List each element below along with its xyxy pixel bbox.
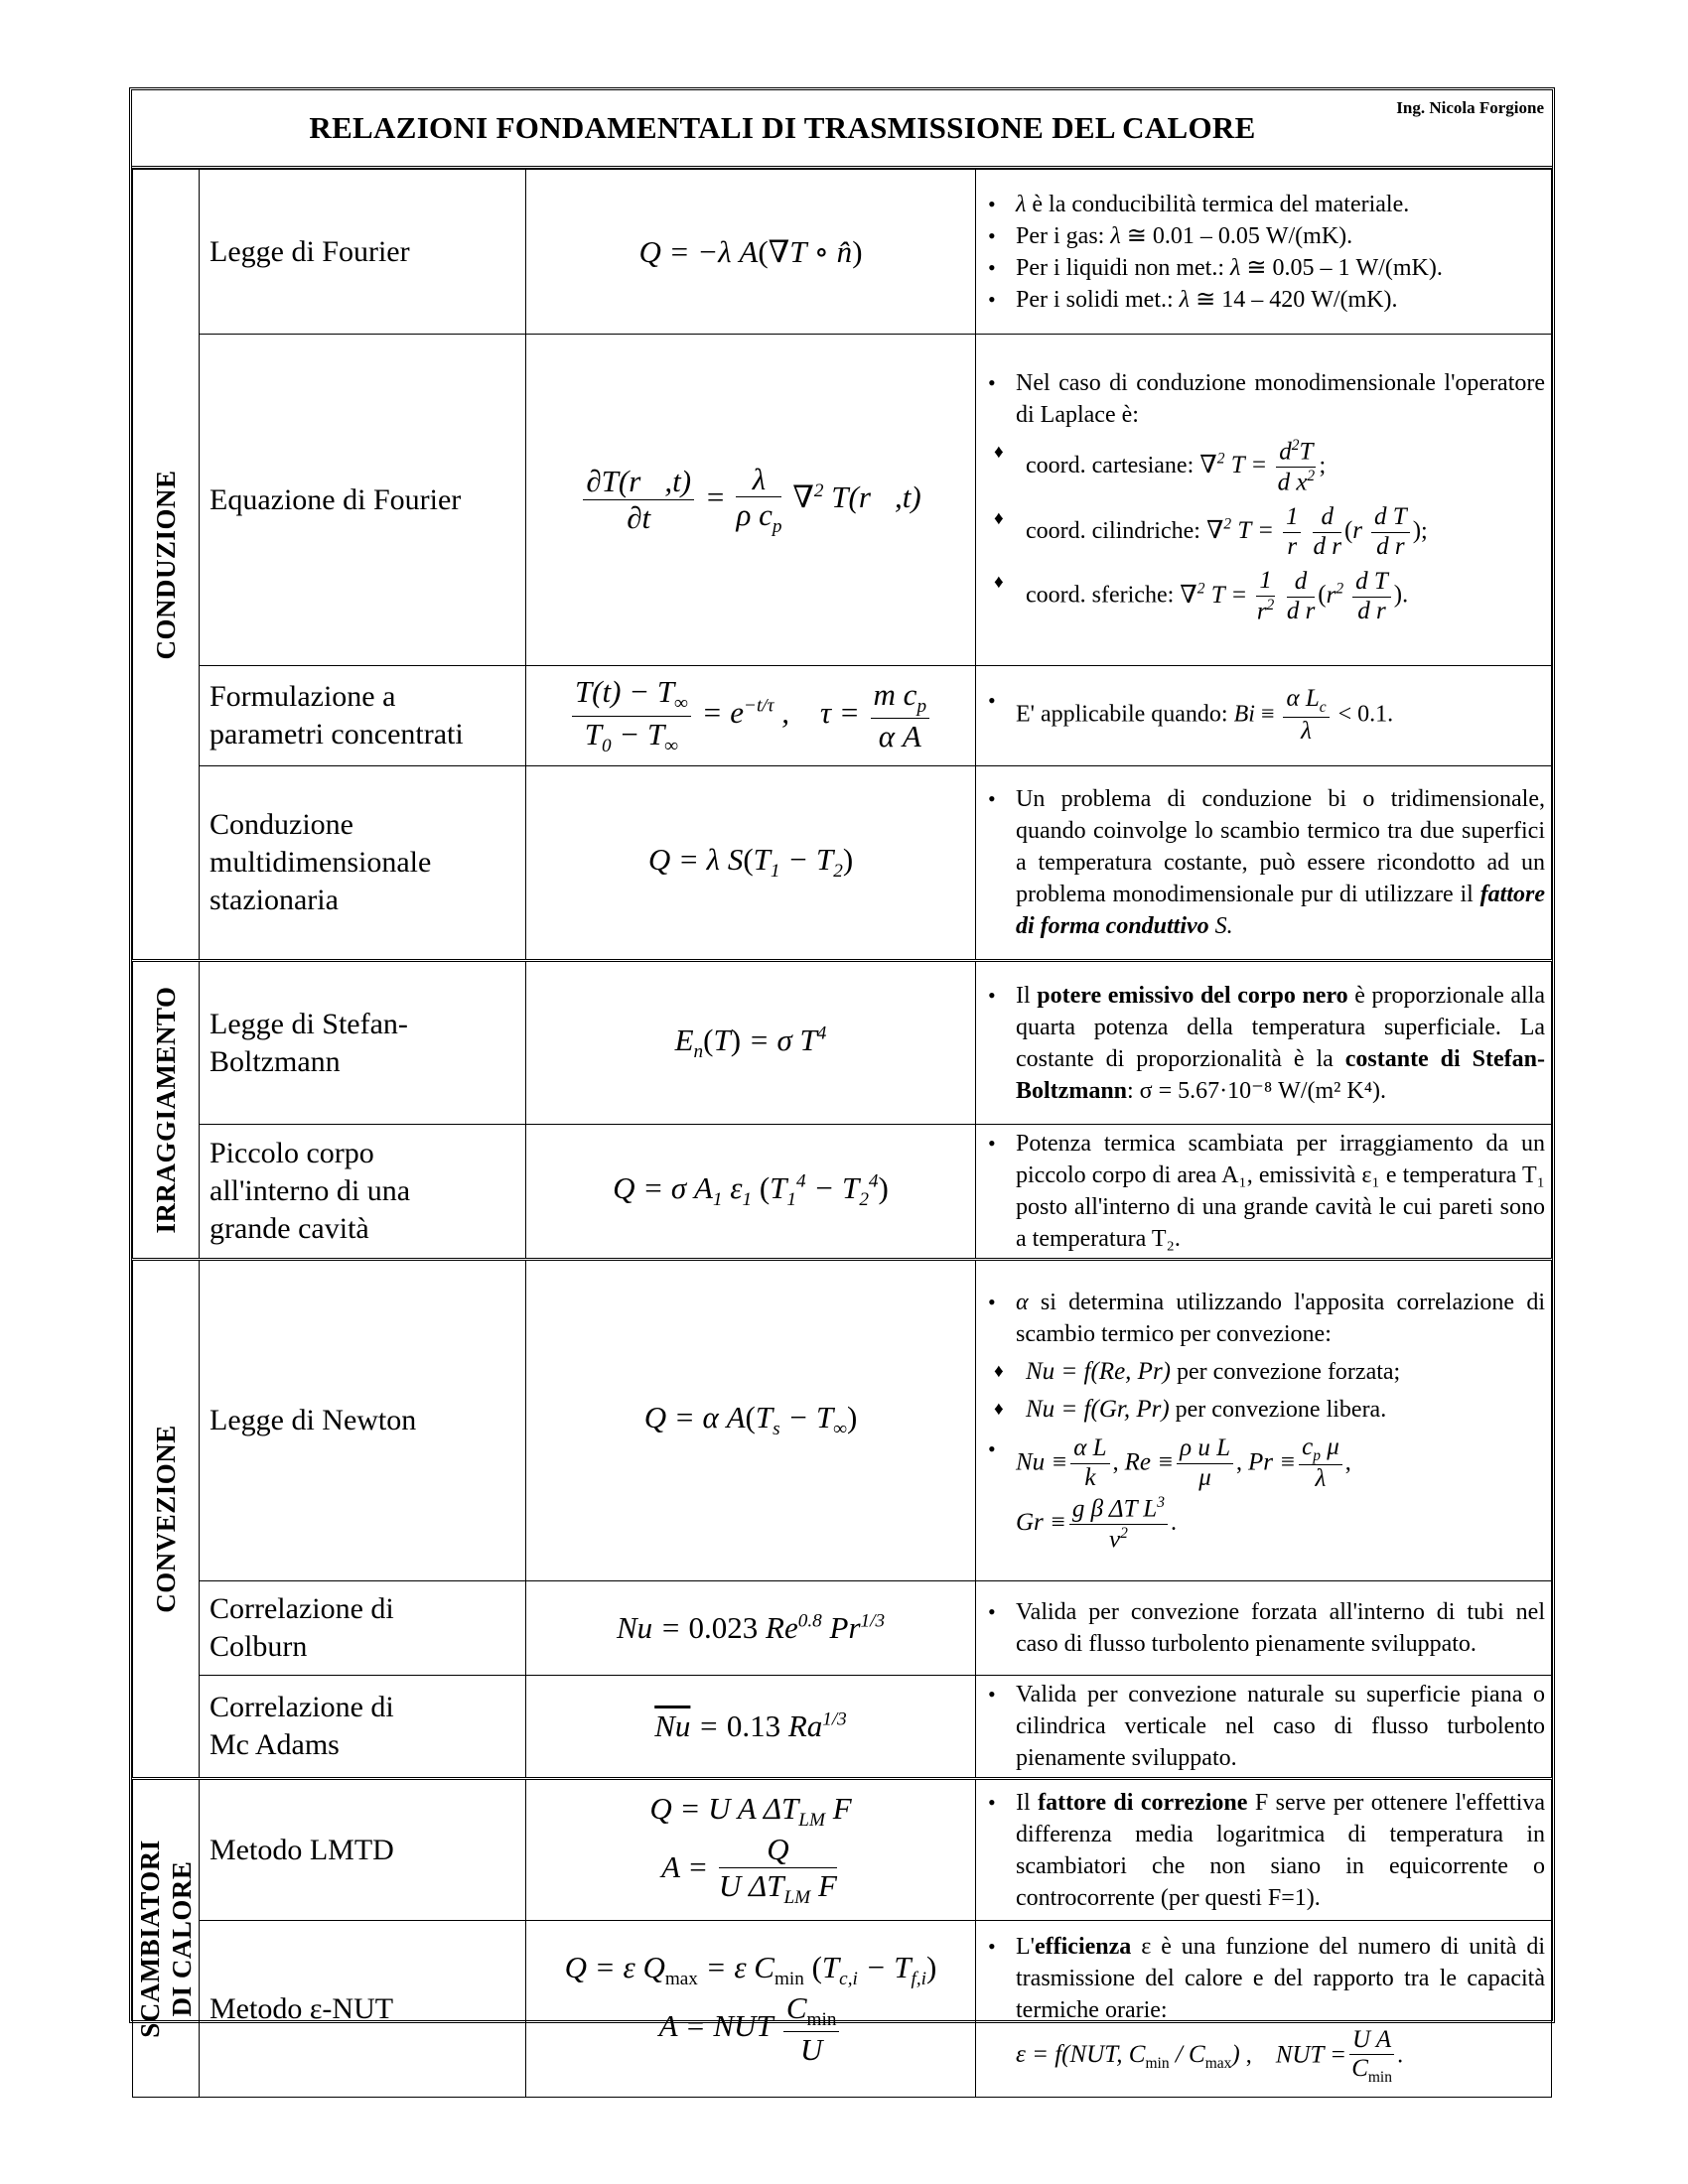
- notes-stefan: • Il potere emissivo del corpo nero è proporzionale alla quarta potenza della temperatura superficiale. La costante di proporzionalità è la costante di Stefan-Boltzmann: σ = 5.67·10⁻⁸ W/(m² K⁴).: [976, 961, 1552, 1125]
- row-nut: [133, 1921, 1552, 2098]
- notes-nut: • L'efficienza ε è una funzione del numero di unità di trasmissione del calore e del rapporto tra le capacità termiche orarie: ε = f(NUT, $C_{min} / C_{max}$) , NUT = $\frac{\text{U A}}{C_{min}}$ .: [976, 1921, 1552, 2098]
- formula-sheet: [129, 87, 1555, 2087]
- category-conduzione: CONDUZIONE: [133, 170, 200, 961]
- formula-lmtd: Q = U A $\Delta T_{LM}$ F A = $\frac{Q}{U \Delta T_{LM} F}$: [526, 1779, 976, 1921]
- notes-cavita: • Potenza termica scambiata per irraggiamento da un piccolo corpo di area A₁, emissività ε₁ e temperatura T₁ posto all'interno di una grande cavità le cui pareti sono a temperatura T₂.: [976, 1125, 1552, 1260]
- formula-mcadams: $\overline{Nu} = 0.13$ $Ra^{1/3}$: [526, 1676, 976, 1779]
- name-stefan: Legge di Stefan- Boltzmann: [200, 961, 526, 1125]
- row-fourier: [133, 170, 1552, 335]
- formula-concentrati: $\frac{T(t) - T_\infty}{T_0 - T_\infty}$ = $e^{-t/\tau}$ , τ = $\frac{m c_p}{\text{α A}}$: [526, 666, 976, 766]
- header: [132, 90, 1552, 169]
- row-eq-fourier: [133, 335, 1552, 666]
- author: Ing. Nicola Forgione: [1396, 98, 1544, 117]
- row-newton: [133, 1260, 1552, 1581]
- row-stefan: [133, 961, 1552, 1125]
- name-cavita: Piccolo corpo all'interno di una grande cavità: [200, 1125, 526, 1260]
- row-multidim: [133, 766, 1552, 961]
- formula-newton: Q = α $A(T_s - T_\infty)$: [526, 1260, 976, 1581]
- formula-eq-fourier: $\frac{\partial T(r⃗,t)}{\partial t}$ = $\frac{\lambda}{\rho c_p}$ ∇$^2$ T(r⃗,t): [526, 335, 976, 666]
- formula-stefan: $E_n(T) = \sigma$ $T^4$: [526, 961, 976, 1125]
- notes-mcadams: • Valida per convezione naturale su superficie piana o cilindrica verticale nel caso di flusso turbolento pienamente sviluppato.: [976, 1676, 1552, 1779]
- notes-multidim: • Un problema di conduzione bi o tridimensionale, quando coinvolge lo scambio termico tra due superfici a temperatura costante, può essere ricondotto ad un problema monodimensionale pur di utilizzare il fattore di forma conduttivo S.: [976, 766, 1552, 961]
- name-concentrati: Formulazione a parametri concentrati: [200, 666, 526, 766]
- formula-fourier: Q = −λ A(∇T ∘ n̂): [526, 170, 976, 335]
- formula-multidim: Q = λ $S(T_1 - T_2)$: [526, 766, 976, 961]
- category-convezione: CONVEZIONE: [133, 1260, 200, 1779]
- name-lmtd: Metodo LMTD: [200, 1779, 526, 1921]
- name-fourier: Legge di Fourier: [200, 170, 526, 335]
- formula-nut: Q = ε $Q_{max} = \varepsilon$ $C_{min}$ $(T_{c,i} - T_{f,i})$ A = NUT $\frac{C_{min}}{U}$: [526, 1921, 976, 2098]
- name-eq-fourier: Equazione di Fourier: [200, 335, 526, 666]
- page-title: RELAZIONI FONDAMENTALI DI TRASMISSIONE DEL CALORE: [309, 110, 1256, 145]
- notes-lmtd: • Il fattore di correzione F serve per ottenere l'effettiva differenza media logaritmica di temperatura in scambiatori che non siano in equicorrente o controcorrente (per questi F=1).: [976, 1779, 1552, 1921]
- name-nut: Metodo ε-NUT: [200, 1921, 526, 2098]
- name-newton: Legge di Newton: [200, 1260, 526, 1581]
- formula-cavita: Q = σ $A_1$ $\varepsilon_1$ $(T_1^4 - T_2^4)$: [526, 1125, 976, 1260]
- notes-newton: • α si determina utilizzando l'apposita correlazione di scambio termico per convezione: ♦ Nu = f(Re, Pr) per convezione forzata; ♦ Nu = f(Gr, Pr) per convezione libera. • Nu ≡ $\frac{\text{α L}}{k}$ , Re ≡ $\frac{\text{ρ u L}}{\mu}$ , Pr ≡ $\frac{c_p \mu}{\lambda}$ , Gr ≡ $\frac{g \beta \Delta T L^3}{\nu^2}$ .: [976, 1260, 1552, 1581]
- relations-table: [132, 169, 1552, 2098]
- name-mcadams: Correlazione di Mc Adams: [200, 1676, 526, 1779]
- name-multidim: Conduzione multidimensionale stazionaria: [200, 766, 526, 961]
- row-lmtd: [133, 1779, 1552, 1921]
- notes-eq-fourier: • Nel caso di conduzione monodimensionale l'operatore di Laplace è: ♦ coord. cartesiane: ∇$^2$ T = $\frac{d^2T}{d x^2}$ ; ♦ coord. cilindriche: ∇$^2$ T = $\frac{1}{r}$ $\frac{d}{\text{d r}}$ (r $\frac{\text{d T}}{\text{d r}}$ ); ♦ coord. sferiche: ∇$^2$ T = $\frac{1}{r^2}$ $\frac{d}{\text{d r}}$ ($r^2$ $\frac{\text{d T}}{\text{d r}}$ ).: [976, 335, 1552, 666]
- notes-colburn: • Valida per convezione forzata all'interno di tubi nel caso di flusso turbolento pienamente sviluppato.: [976, 1581, 1552, 1676]
- name-colburn: Correlazione di Colburn: [200, 1581, 526, 1676]
- category-scambiatori: SCAMBIATORI DI CALORE: [133, 1779, 200, 2098]
- row-colburn: [133, 1581, 1552, 1676]
- category-irraggiamento: IRRAGGIAMENTO: [133, 961, 200, 1260]
- row-cavita: [133, 1125, 1552, 1260]
- notes-concentrati: • E' applicabile quando: Bi ≡ $\frac{\alpha L_c}{\lambda}$ < 0.1.: [976, 666, 1552, 766]
- row-concentrati: [133, 666, 1552, 766]
- formula-colburn: Nu = 0.023 $Re^{0.8}$ $Pr^{1/3}$: [526, 1581, 976, 1676]
- notes-fourier: • λ è la conducibilità termica del materiale. • Per i gas: λ ≅ 0.01 – 0.05 W/(mK). • Per i liquidi non met.: λ ≅ 0.05 – 1 W/(mK). • Per i solidi met.: λ ≅ 14 – 420 W/(mK).: [976, 170, 1552, 335]
- row-mcadams: [133, 1676, 1552, 1779]
